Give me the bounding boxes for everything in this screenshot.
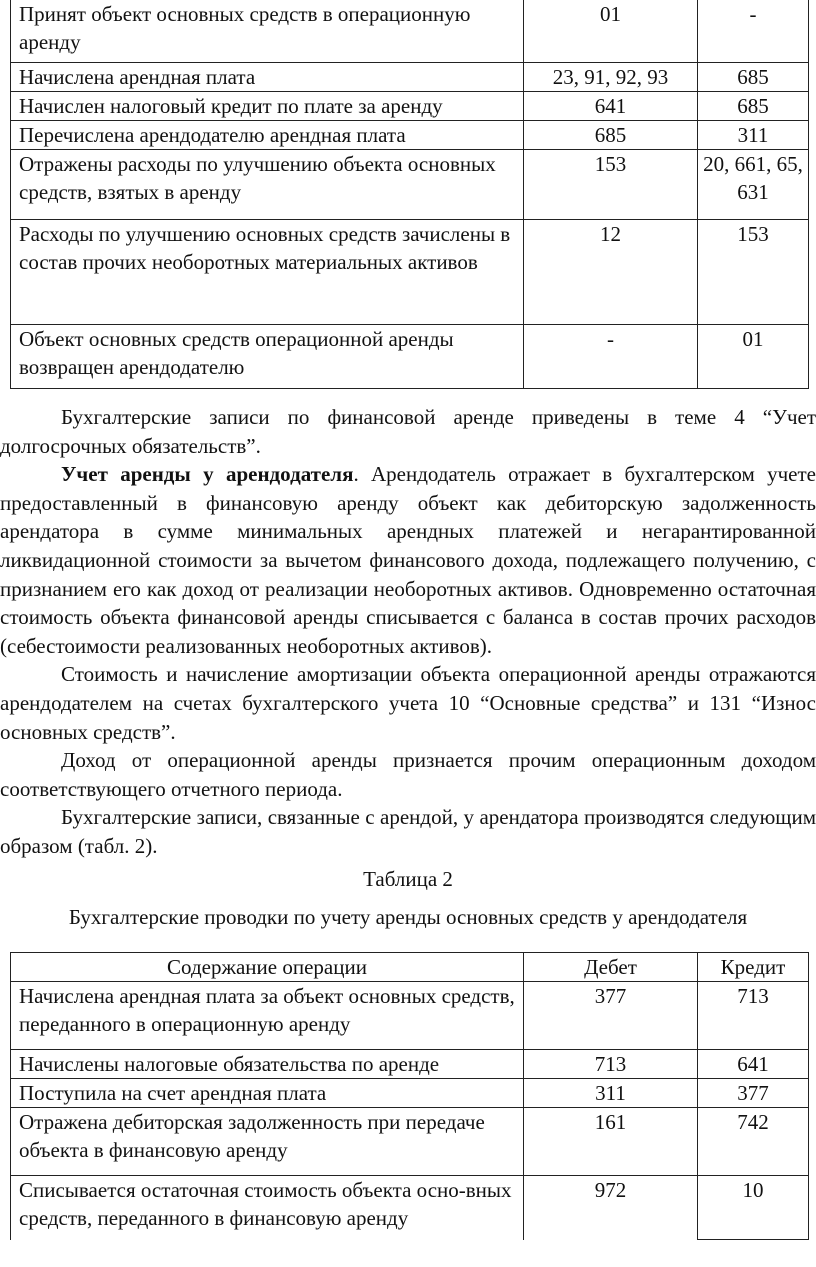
operating-lease-lessee-table (10, 0, 809, 389)
table-row (11, 219, 809, 324)
body-text (0, 403, 816, 932)
table-row (11, 62, 809, 91)
section-heading: Учет аренды у арендодателя (61, 462, 354, 487)
table-row (11, 1050, 809, 1079)
credit-cell: 311 (698, 120, 809, 149)
paragraph-text: . Арендодатель отражает в бухгалтерском учете предоставленный в финансовую аренду объект как дебиторскую задолженность арендатора в сумме минимальных арендных платежей и негарантированной ликвидационной стоимости за вычетом финансового дохода, подлежащего получению, с признанием его как доход от реализации необоротных активов. Одновременно остаточная стоимость объекта финансовой аренды списывается с баланса в состав прочих расходов (себестоимости реализованных необоротных активов). (0, 462, 816, 658)
table-header-row (11, 953, 809, 982)
paragraph: Бухгалтерские записи по финансовой аренде приведены в теме 4 “Учет долгосрочных обязательств”. (0, 405, 816, 458)
credit-cell: 20, 661, 65, 631 (698, 149, 809, 219)
debit-cell: 641 (524, 91, 698, 120)
credit-cell: 641 (698, 1050, 809, 1079)
operation-cell: Поступила на счет арендная плата (11, 1079, 524, 1108)
debit-cell: 377 (524, 982, 698, 1050)
paragraph: Бухгалтерские записи, связанные с арендой, у арендатора производятся следующим образом (табл. 2). (0, 805, 816, 858)
operation-cell: Начислен налоговый кредит по плате за аренду (11, 91, 524, 120)
debit-cell: 713 (524, 1050, 698, 1079)
debit-cell: 01 (524, 0, 698, 62)
credit-cell: 10 (698, 1176, 809, 1240)
operation-cell: Списывается остаточная стоимость объекта осно-вных средств, переданного в финансовую аренду (11, 1176, 524, 1240)
debit-cell: 311 (524, 1079, 698, 1108)
table-row (11, 91, 809, 120)
header-operation: Содержание операции (11, 953, 524, 982)
table-row (11, 120, 809, 149)
operation-cell: Перечислена арендодателю арендная плата (11, 120, 524, 149)
table-row (11, 1079, 809, 1108)
debit-cell: 153 (524, 149, 698, 219)
credit-cell: 01 (698, 324, 809, 388)
debit-cell: 23, 91, 92, 93 (524, 62, 698, 91)
operation-cell: Отражена дебиторская задолженность при передаче объекта в финансовую аренду (11, 1108, 524, 1176)
table-number: Таблица 2 (363, 866, 453, 891)
table-row (11, 149, 809, 219)
credit-cell: 153 (698, 219, 809, 324)
credit-cell: 713 (698, 982, 809, 1050)
operation-cell: Начислена арендная плата (11, 62, 524, 91)
operation-cell: Объект основных средств операционной аренды возвращен арендодателю (11, 324, 524, 388)
debit-cell: 12 (524, 219, 698, 324)
table-row (11, 1176, 809, 1240)
debit-cell: - (524, 324, 698, 388)
table-row (11, 0, 809, 62)
debit-cell: 972 (524, 1176, 698, 1240)
paragraph (0, 460, 816, 660)
operation-cell: Отражены расходы по улучшению объекта основных средств, взятых в аренду (11, 149, 524, 219)
credit-cell: 685 (698, 91, 809, 120)
debit-cell: 685 (524, 120, 698, 149)
table-row (11, 324, 809, 388)
operation-cell: Принят объект основных средств в операционную аренду (11, 0, 524, 62)
table-title: Бухгалтерские проводки по учету аренды основных средств у арендодателя (68, 905, 748, 930)
header-debit: Дебет (524, 953, 698, 982)
operation-cell: Начислены налоговые обязательства по аренде (11, 1050, 524, 1079)
paragraph: Доход от операционной аренды признается прочим операционным доходом соответствующего отчетного периода. (0, 748, 816, 801)
operation-cell: Начислена арендная плата за объект основных средств, переданного в операционную аренду (11, 982, 524, 1050)
header-credit: Кредит (698, 953, 809, 982)
credit-cell: - (698, 0, 809, 62)
table-row (11, 1108, 809, 1176)
table-row (11, 982, 809, 1050)
credit-cell: 685 (698, 62, 809, 91)
credit-cell: 377 (698, 1079, 809, 1108)
operation-cell: Расходы по улучшению основных средств зачислены в состав прочих необоротных материальных активов (11, 219, 524, 324)
paragraph: Стоимость и начисление амортизации объекта операционной аренды отражаются арендодателем на счетах бухгалтерского учета 10 “Основные средства” и 131 “Износ основных средств”. (0, 662, 816, 744)
lessor-entries-table (10, 952, 809, 1240)
debit-cell: 161 (524, 1108, 698, 1176)
credit-cell: 742 (698, 1108, 809, 1176)
